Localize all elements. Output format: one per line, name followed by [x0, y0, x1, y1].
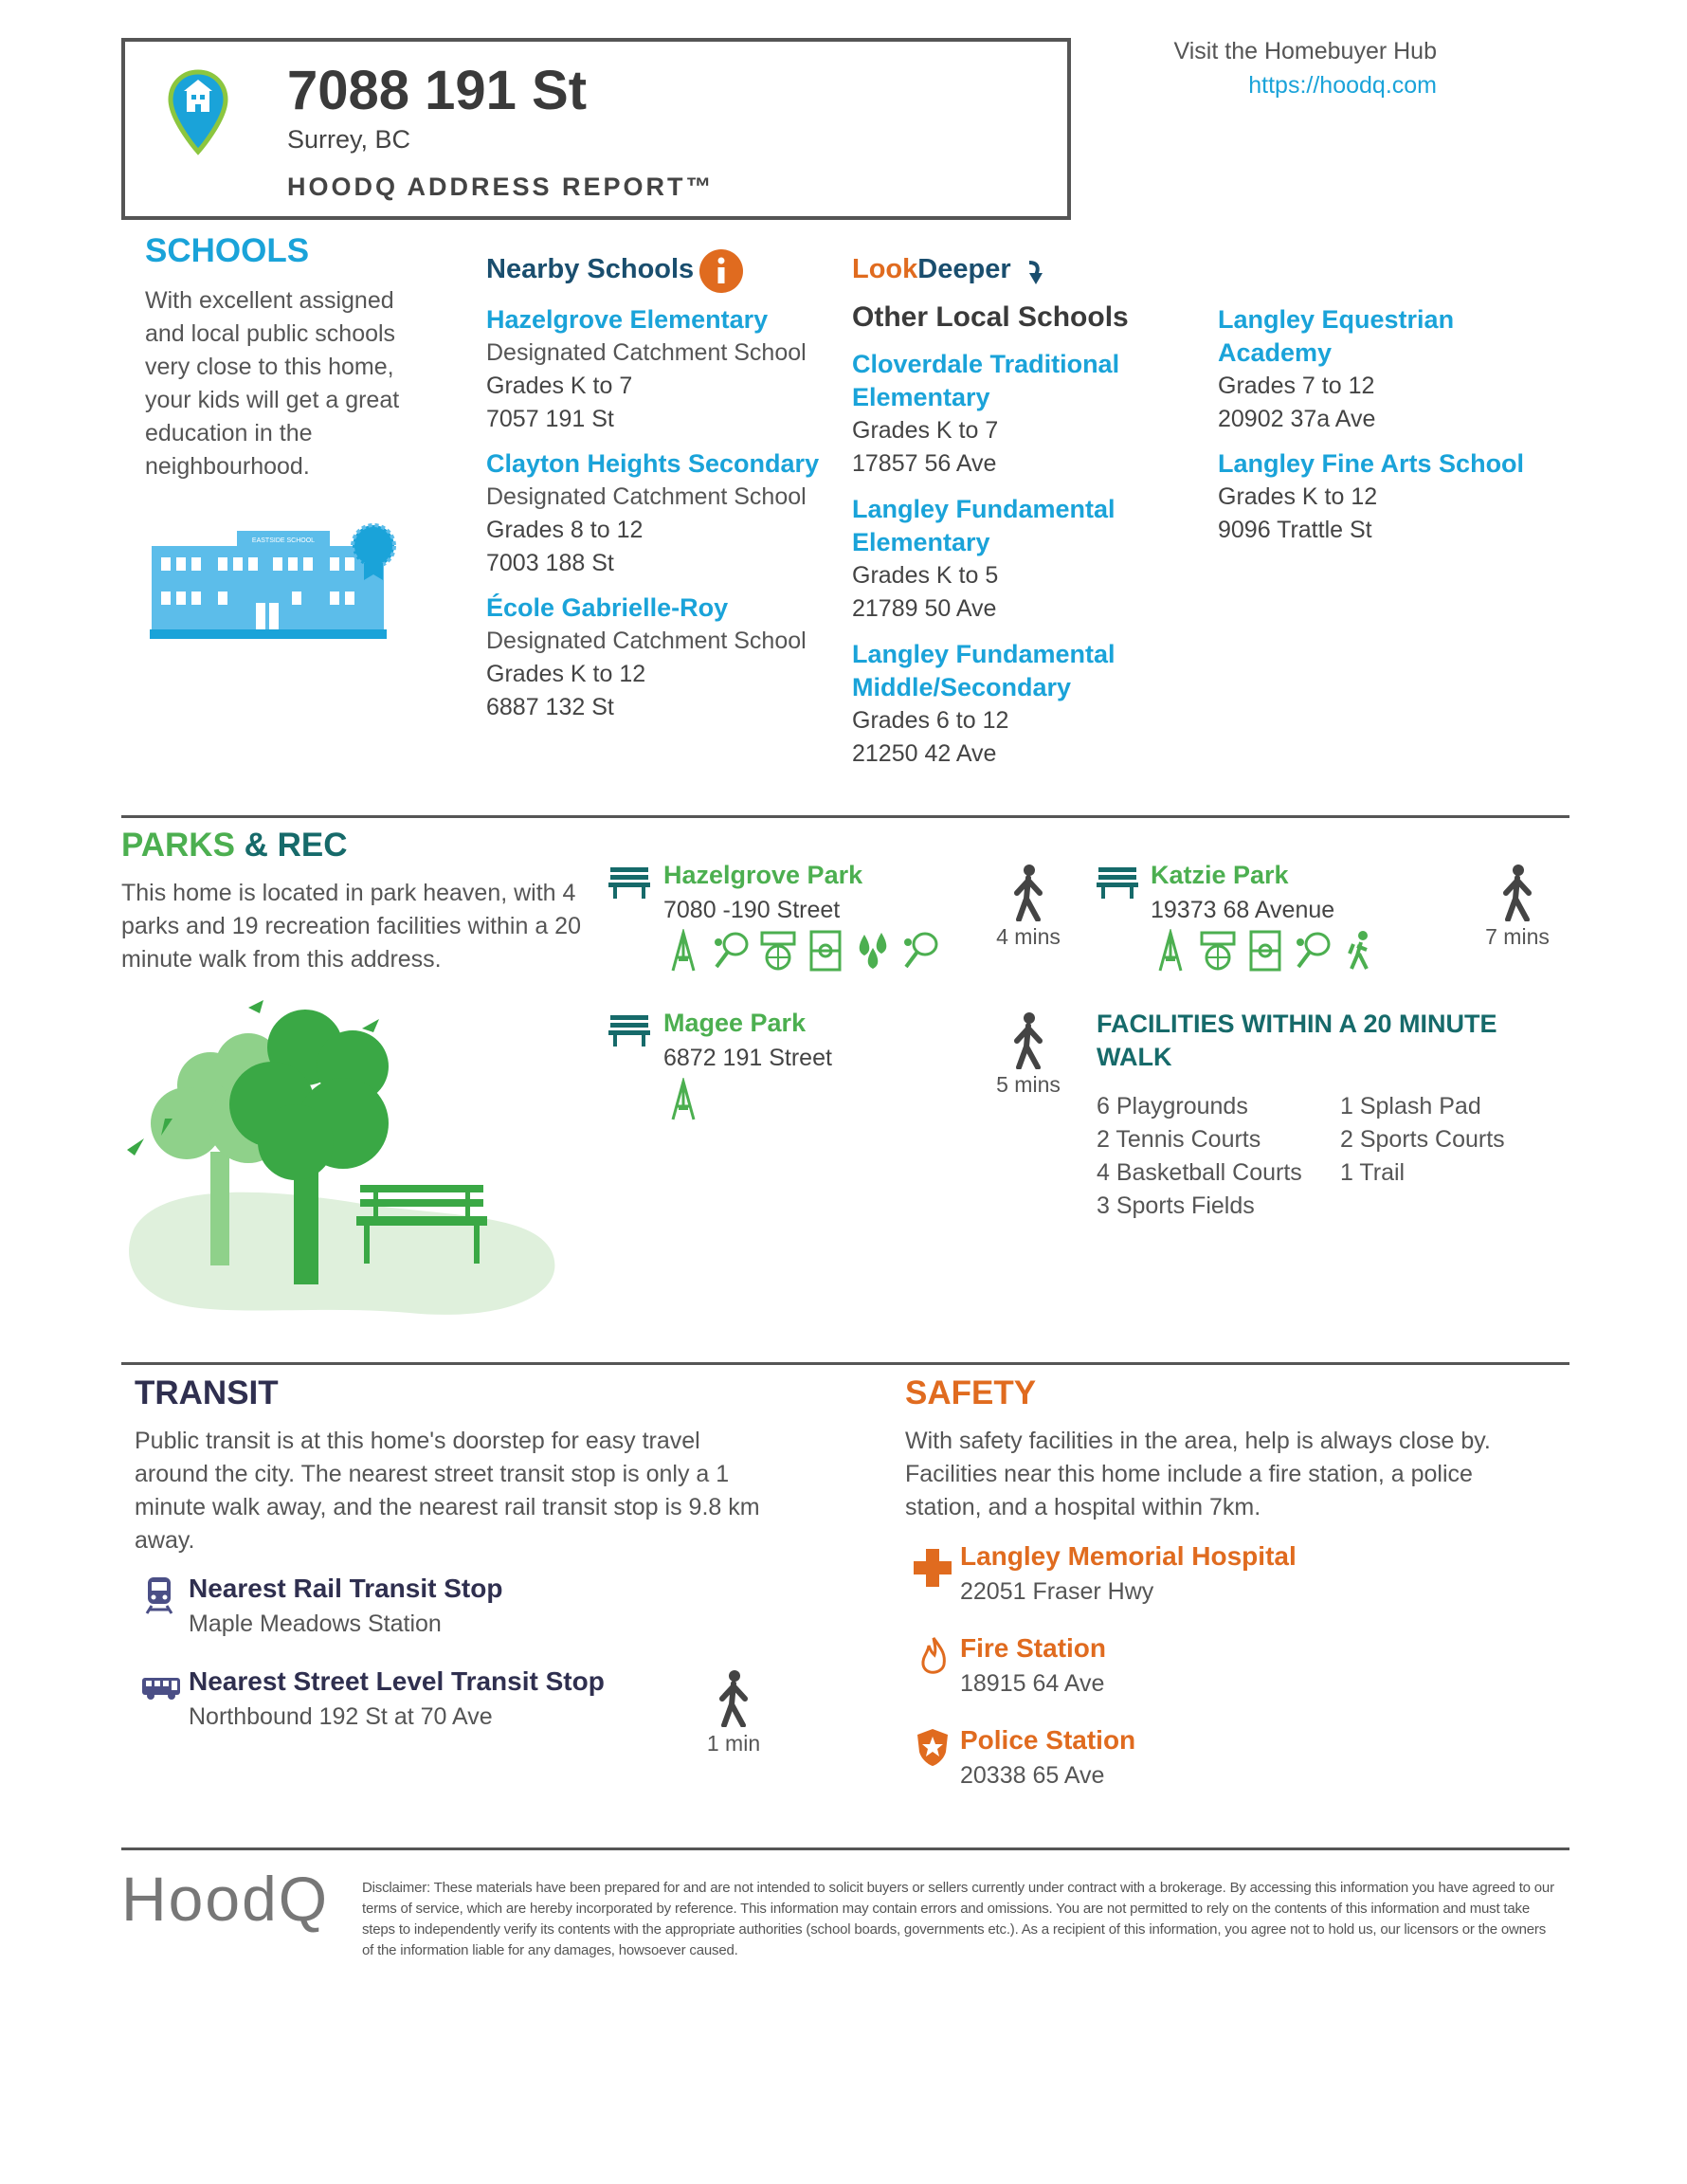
- sports-field-icon: [806, 929, 845, 973]
- school-name[interactable]: École Gabrielle-Roy: [486, 593, 729, 622]
- school-grades: Grades K to 7: [486, 373, 633, 399]
- school-grades: Grades 8 to 12: [486, 517, 644, 543]
- address-title: 7088 191 St: [287, 60, 588, 121]
- nearby-schools-list: [486, 303, 827, 724]
- walking-person-icon: [715, 1670, 753, 1727]
- homebuyer-hub-link[interactable]: https://hoodq.com: [1248, 72, 1437, 99]
- school-building-icon: [150, 519, 402, 641]
- walk-time: 1 min: [706, 1731, 761, 1756]
- lookdeeper-deeper: Deeper: [917, 254, 1011, 284]
- info-icon[interactable]: [698, 248, 744, 294]
- sports-field-icon: [1245, 929, 1285, 973]
- school-grades: Grades K to 5: [852, 562, 999, 589]
- parks-title: [121, 827, 348, 864]
- splash-pad-icon: [853, 929, 893, 973]
- school-name-line[interactable]: Elementary: [852, 528, 990, 556]
- address-city: Surrey, BC: [287, 125, 411, 154]
- disclaimer-text: Disclaimer: These materials have been prepared for and are not intended to solicit buyers or sellers currently under contract with a brokerage. By accessing this information you have agreed to our terms of service, which are hereby incorporated by reference. This information may contain errors and omissions. You are not permitted to rely on the contents of this information and must take steps to independently verify its contents with the appropriate authorities (school boards, governments etc.). As a recipient of this information, you agree not to hold us, our licensors or the owners of the information liable for any damages, howsoever caused.: [362, 1880, 1554, 1958]
- school-address: 7057 191 St: [486, 406, 614, 432]
- school-entry: [852, 348, 1193, 481]
- facility-count: 1 Trail: [1340, 1159, 1406, 1186]
- safety-address: 20338 65 Ave: [960, 1762, 1105, 1789]
- basketball-icon: [758, 929, 798, 973]
- location-pin-icon: [167, 68, 229, 155]
- school-entry: [486, 592, 827, 724]
- transit-title: TRANSIT: [135, 1374, 279, 1411]
- school-type: Designated Catchment School: [486, 339, 807, 366]
- facilities-title-line: FACILITIES WITHIN A 20 MINUTE: [1097, 1010, 1497, 1038]
- hoodq-logo: HoodQ: [121, 1864, 330, 1934]
- facilities-col2: [1340, 1090, 1505, 1190]
- parks-title-parks: PARKS: [121, 827, 235, 864]
- school-type: Designated Catchment School: [486, 628, 807, 654]
- school-grades: Grades K to 12: [1218, 483, 1378, 510]
- transit-description: Public transit is at this home's doorstep for easy travel around the city. The nearest street transit stop is only a 1 minute walk away, and the nearest rail transit stop is 9.8 km away.: [135, 1428, 760, 1554]
- tennis-icon: [900, 929, 940, 973]
- walking-person-icon: [1009, 1012, 1047, 1069]
- school-entry: [1218, 303, 1569, 436]
- school-address: 9096 Trattle St: [1218, 517, 1372, 543]
- school-address: 21789 50 Ave: [852, 595, 997, 622]
- park-facility-icons: [663, 1078, 703, 1121]
- trail-icon: [1340, 929, 1380, 973]
- facilities-col1: [1097, 1090, 1302, 1223]
- safety-description: With safety facilities in the area, help is always close by. Facilities near this home include a fire station, a police station, and a hospital within 7km.: [905, 1428, 1491, 1520]
- playground-icon: [663, 1078, 703, 1121]
- walk-time: 7 mins: [1485, 924, 1550, 949]
- facility-count: 6 Playgrounds: [1097, 1093, 1248, 1119]
- school-entry: [1218, 447, 1569, 547]
- facilities-title: [1097, 1008, 1497, 1074]
- park-name[interactable]: Katzie Park: [1151, 861, 1289, 889]
- tennis-icon: [711, 929, 751, 973]
- school-grades: Grades K to 7: [852, 417, 999, 444]
- park-illustration-icon: [125, 1000, 561, 1322]
- lookdeeper-title: [852, 254, 1011, 285]
- section-divider: [121, 815, 1569, 818]
- facilities-title-line: WALK: [1097, 1043, 1172, 1071]
- school-name[interactable]: Clayton Heights Secondary: [486, 449, 820, 478]
- parks-description: This home is located in park heaven, with 4 parks and 19 recreation facilities within a 20 minute walk from this address.: [121, 880, 581, 973]
- rail-transit-stop: Maple Meadows Station: [189, 1611, 442, 1637]
- school-entry: [852, 493, 1193, 626]
- schools-title: SCHOOLS: [145, 232, 310, 269]
- walk-time: 5 mins: [996, 1072, 1061, 1097]
- school-name-line[interactable]: Elementary: [852, 383, 990, 411]
- fire-icon: [919, 1636, 948, 1678]
- safety-name: Langley Memorial Hospital: [960, 1541, 1297, 1571]
- section-divider: [121, 1362, 1569, 1365]
- school-address: 6887 132 St: [486, 694, 614, 720]
- school-name-line[interactable]: Langley Equestrian: [1218, 305, 1455, 334]
- safety-name: Fire Station: [960, 1633, 1107, 1663]
- police-badge-icon: [916, 1727, 950, 1767]
- school-grades: Grades K to 12: [486, 661, 646, 687]
- facility-count: 2 Sports Courts: [1340, 1126, 1505, 1153]
- street-transit-title: Nearest Street Level Transit Stop: [189, 1666, 605, 1696]
- facility-count: 3 Sports Fields: [1097, 1192, 1255, 1219]
- rail-transit-title: Nearest Rail Transit Stop: [189, 1574, 503, 1603]
- safety-name: Police Station: [960, 1725, 1136, 1755]
- train-icon: [144, 1575, 174, 1615]
- bench-icon: [608, 865, 650, 900]
- homebuyer-hub-label: Visit the Homebuyer Hub: [1173, 38, 1437, 64]
- school-name-line[interactable]: Langley Fundamental: [852, 640, 1116, 668]
- lookdeeper-look: Look: [852, 254, 918, 284]
- school-entry: [486, 447, 827, 580]
- school-name-line[interactable]: Langley Fundamental: [852, 495, 1116, 523]
- park-name[interactable]: Hazelgrove Park: [663, 861, 863, 889]
- school-address: 20902 37a Ave: [1218, 406, 1376, 432]
- other-schools-col1: [852, 348, 1193, 771]
- hospital-cross-icon: [912, 1547, 953, 1589]
- basketball-icon: [1198, 929, 1238, 973]
- safety-title: SAFETY: [905, 1374, 1037, 1411]
- bench-icon: [1097, 865, 1138, 900]
- school-building-sign: EASTSIDE SCHOOL: [251, 537, 316, 544]
- school-address: 21250 42 Ave: [852, 740, 997, 767]
- safety-address: 18915 64 Ave: [960, 1670, 1105, 1697]
- parks-title-rest: & REC: [234, 827, 348, 864]
- park-name[interactable]: Magee Park: [663, 1009, 807, 1037]
- playground-icon: [1151, 929, 1190, 973]
- school-type: Designated Catchment School: [486, 483, 807, 510]
- school-name-line[interactable]: Middle/Secondary: [852, 673, 1072, 701]
- school-entry: [852, 638, 1193, 771]
- tennis-icon: [1293, 929, 1333, 973]
- school-address: 7003 188 St: [486, 550, 614, 576]
- school-grades: Grades 6 to 12: [852, 707, 1009, 734]
- other-schools-title: Other Local Schools: [852, 301, 1129, 333]
- report-label: HOODQ ADDRESS REPORT™: [287, 173, 715, 201]
- arrow-down-icon: [1025, 260, 1046, 286]
- school-address: 17857 56 Ave: [852, 450, 997, 477]
- park-facility-icons: [1151, 929, 1380, 973]
- safety-address: 22051 Fraser Hwy: [960, 1578, 1154, 1605]
- section-divider: [121, 1847, 1569, 1850]
- bench-icon: [608, 1013, 650, 1047]
- school-entry: [486, 303, 827, 436]
- facility-count: 1 Splash Pad: [1340, 1093, 1481, 1119]
- walk-time: 4 mins: [996, 924, 1061, 949]
- schools-description: With excellent assigned and local public schools very close to this home, your kids will get a great education in the neighbourhood.: [145, 287, 400, 480]
- facility-count: 4 Basketball Courts: [1097, 1159, 1302, 1186]
- school-name-line[interactable]: Langley Fine Arts School: [1218, 449, 1525, 478]
- school-grades: Grades 7 to 12: [1218, 373, 1375, 399]
- park-address: 19373 68 Avenue: [1151, 897, 1335, 923]
- other-schools-col2: [1218, 303, 1569, 547]
- walking-person-icon: [1009, 864, 1047, 921]
- street-transit-stop: Northbound 192 St at 70 Ave: [189, 1703, 493, 1730]
- walking-person-icon: [1498, 864, 1536, 921]
- bus-icon: [140, 1676, 182, 1701]
- nearby-schools-title: Nearby Schools: [486, 254, 695, 284]
- park-address: 6872 191 Street: [663, 1045, 832, 1071]
- facility-count: 2 Tennis Courts: [1097, 1126, 1261, 1153]
- park-address: 7080 -190 Street: [663, 897, 841, 923]
- school-name-line[interactable]: Cloverdale Traditional: [852, 350, 1120, 378]
- school-name[interactable]: Hazelgrove Elementary: [486, 305, 769, 334]
- park-facility-icons: [663, 929, 940, 973]
- playground-icon: [663, 929, 703, 973]
- school-name-line[interactable]: Academy: [1218, 338, 1333, 367]
